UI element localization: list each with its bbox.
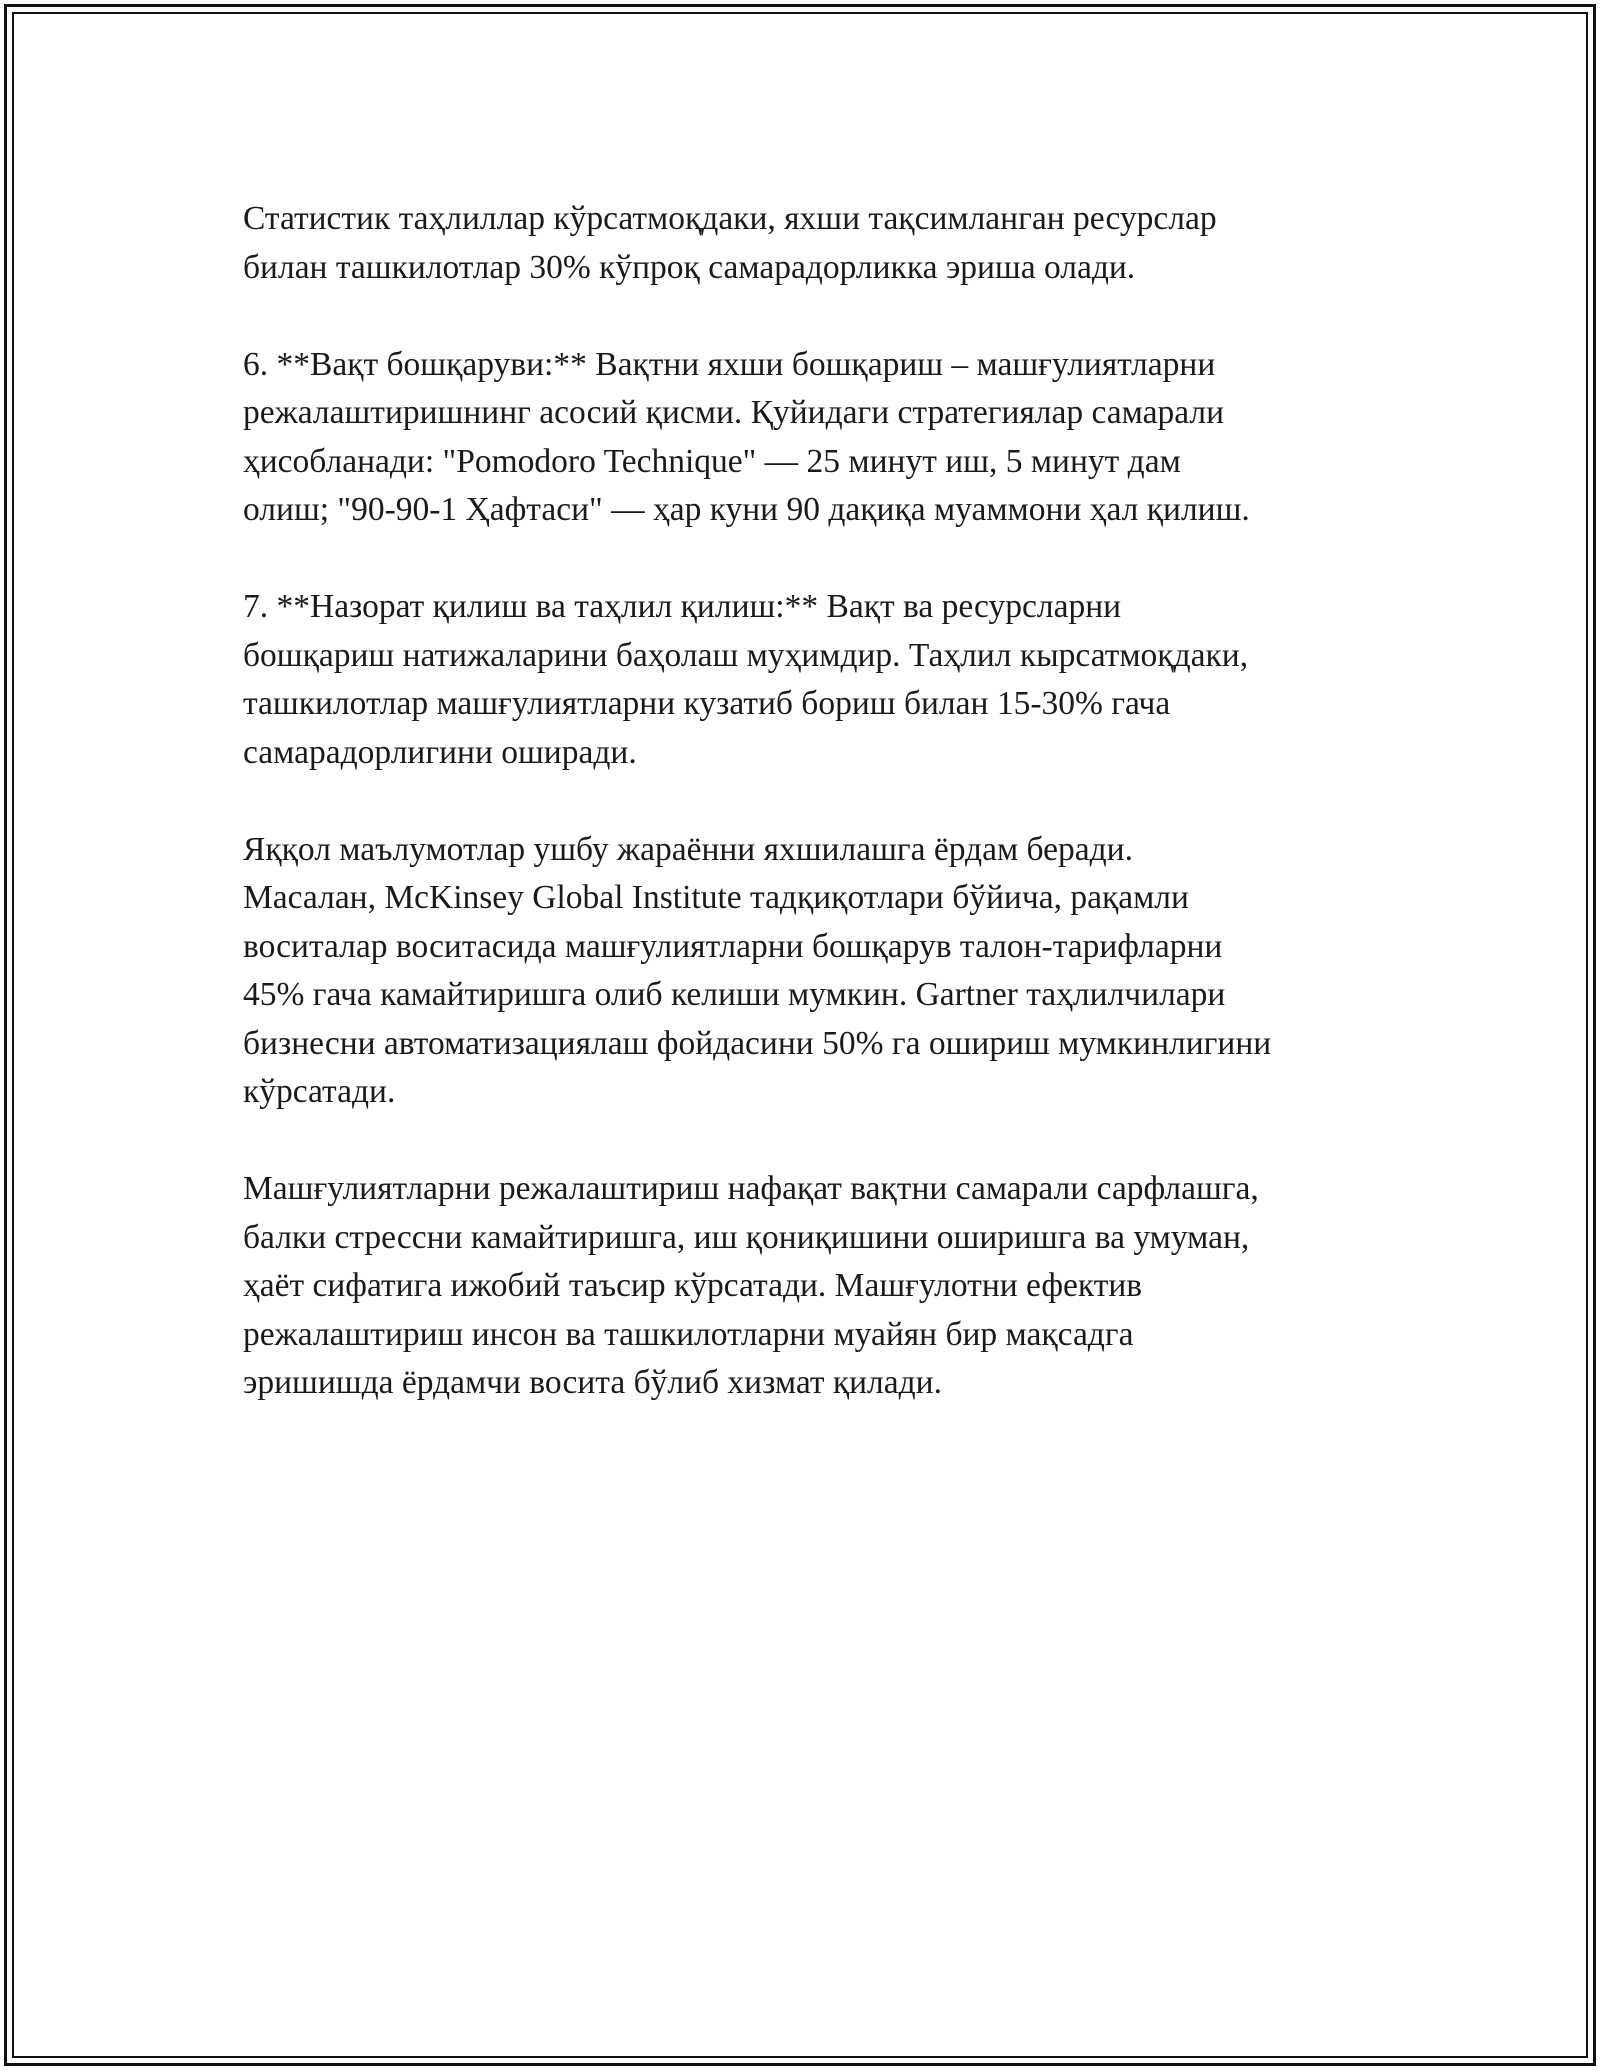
text-line: эришишда ёрдамчи восита бўлиб хизмат қилади. — [243, 1364, 942, 1401]
text-line: бизнесни автоматизациялаш фойдасини 50% га ошириш мумкинлигини — [243, 1024, 1272, 1062]
text-line: Машғулиятларни режалаштириш нафақат вақтни самарали сарфлашга, — [243, 1170, 1259, 1207]
paragraph-control-analysis — [243, 583, 1383, 777]
text-line: 6. **Вақт бошқаруви:** Вақтни яхши бошқариш – машғулиятларни — [243, 345, 1216, 383]
paragraph-time-management — [243, 341, 1383, 535]
paragraph-statistics — [243, 195, 1383, 292]
text-line: ташкилотлар машғулиятларни кузатиб бориш билан 15-30% гача — [243, 685, 1171, 722]
text-line: 45% гача камайтиришга олиб келиши мумкин. Gartner таҳлилчилари — [243, 976, 1226, 1013]
text-line: ҳаёт сифатига ижобий таъсир кўрсатади. Машғулотни ефектив — [243, 1267, 1143, 1304]
text-line: самарадорлигини оширади. — [243, 733, 637, 771]
text-line: режалаштириш инсон ва ташкилотларни муайян бир мақсадга — [243, 1315, 1134, 1353]
text-line: Яққол маълумотлар ушбу жараённи яхшилашга ёрдам беради. — [243, 830, 1133, 868]
text-line: билан ташкилотлар 30% кўпроқ самарадорликка эриша олади. — [243, 248, 1136, 286]
paragraph-clear-data — [243, 826, 1383, 1117]
document-page — [4, 4, 1596, 2066]
text-line: Масалан, McKinsey Global Institute тадқиқотлари бўйича, рақамли — [243, 879, 1189, 916]
text-line: балки стрессни камайтиришга, иш қониқишини оширишга ва умуман, — [243, 1218, 1250, 1256]
text-line: 7. **Назорат қилиш ва таҳлил қилиш:** Вақт ва ресурсларни — [243, 588, 1122, 625]
text-line: бошқариш натижаларини баҳолаш муҳимдир. Таҳлил кырсатмоқдаки, — [243, 636, 1249, 674]
text-line: олиш; "90-90-1 Ҳафтаси" — ҳар куни 90 дақиқа муаммони ҳал қилиш. — [243, 491, 1250, 528]
text-line: кўрсатади. — [243, 1073, 396, 1110]
text-line: режалаштиришнинг асосий қисми. Қуйидаги стратегиялар самарали — [243, 394, 1225, 431]
document-body — [243, 195, 1383, 1456]
paragraph-conclusion — [243, 1165, 1383, 1408]
text-line: ҳисобланади: "Pomodoro Technique" — 25 минут иш, 5 минут дам — [243, 442, 1181, 480]
text-line: Статистик таҳлиллар кўрсатмоқдаки, яхши тақсимланган ресурслар — [243, 200, 1217, 237]
text-line: воситалар воситасида машғулиятларни бошқарув талон-тарифларни — [243, 927, 1223, 965]
